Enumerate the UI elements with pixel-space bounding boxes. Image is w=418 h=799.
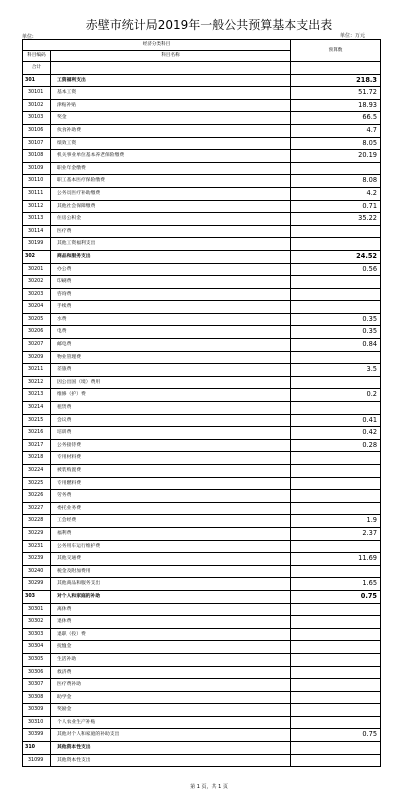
subject-code-cell: 30309 [23,704,51,717]
table-row [23,465,381,478]
category-row [23,74,381,87]
budget-amount-cell: 20.19 [291,150,381,163]
budget-amount-cell [291,402,381,415]
table-row [23,616,381,629]
category-row [23,590,381,603]
budget-amount-cell [291,691,381,704]
subject-name-cell: 其他资本性支出 [51,742,291,755]
total-amount-cell [291,62,381,75]
budget-amount-cell [291,742,381,755]
table-row [23,691,381,704]
subject-code-cell: 30209 [23,351,51,364]
subject-code-cell: 302 [23,250,51,263]
subject-name-cell: 伙食补助费 [51,124,291,137]
table-row [23,376,381,389]
table-row [23,414,381,427]
subject-code-cell: 30201 [23,263,51,276]
unit-label: 单位：万元 [340,33,366,39]
budget-amount-cell [291,351,381,364]
subject-name-cell: 离休费 [51,603,291,616]
table-row [23,364,381,377]
budget-amount-cell: 0.56 [291,263,381,276]
subject-name-cell: 其他资本性支出 [51,754,291,767]
table-row [23,628,381,641]
budget-amount-cell [291,666,381,679]
subject-name-cell: 差旅费 [51,364,291,377]
budget-amount-cell: 35.22 [291,213,381,226]
budget-amount-cell [291,628,381,641]
budget-amount-cell [291,490,381,503]
header-row-1 [23,40,381,51]
subject-name-cell: 其他社会保障缴费 [51,200,291,213]
subject-name-cell: 救济费 [51,666,291,679]
table-row [23,276,381,289]
subject-name-header: 科目名称 [51,51,291,62]
table-row [23,99,381,112]
budget-amount-cell [291,276,381,289]
budget-amount-cell: 0.41 [291,414,381,427]
budget-amount-cell [291,225,381,238]
budget-amount-cell: 1.9 [291,515,381,528]
subject-code-cell: 30203 [23,288,51,301]
subject-code-cell: 30225 [23,477,51,490]
subject-name-cell: 邮电费 [51,339,291,352]
subject-name-cell: 因公出国（境）费用 [51,376,291,389]
subject-code-cell: 30107 [23,137,51,150]
subject-name-cell: 奖金 [51,112,291,125]
budget-amount-cell [291,162,381,175]
budget-amount-cell [291,477,381,490]
table-row [23,704,381,717]
subject-code-cell: 30216 [23,427,51,440]
budget-table [22,39,381,767]
budget-amount-cell: 0.42 [291,427,381,440]
subject-code-header: 科目编码 [23,51,51,62]
subject-code-cell: 30109 [23,162,51,175]
table-row [23,729,381,742]
subject-code-cell: 30302 [23,616,51,629]
table-row [23,339,381,352]
subject-name-cell: 津贴补贴 [51,99,291,112]
subject-code-cell: 30207 [23,339,51,352]
subject-code-cell: 303 [23,590,51,603]
subject-code-cell: 30218 [23,452,51,465]
table-row [23,603,381,616]
table-row [23,477,381,490]
budget-amount-cell: 0.71 [291,200,381,213]
subject-code-cell: 30301 [23,603,51,616]
subject-name-cell: 维修（护）费 [51,389,291,402]
subject-code-cell: 30211 [23,364,51,377]
budget-amount-cell: 218.3 [291,74,381,87]
subject-name-cell: 个人农业生产补贴 [51,716,291,729]
subject-code-cell: 30113 [23,213,51,226]
table-row [23,313,381,326]
table-row [23,87,381,100]
table-row [23,515,381,528]
subject-code-cell: 30239 [23,553,51,566]
budget-amount-cell: 8.05 [291,137,381,150]
total-name-cell [51,62,291,75]
table-row [23,754,381,767]
subject-name-cell: 退职（役）费 [51,628,291,641]
budget-amount-cell [291,301,381,314]
subject-name-cell: 公务接待费 [51,439,291,452]
budget-amount-cell [291,452,381,465]
subject-name-cell: 助学金 [51,691,291,704]
budget-amount-cell [291,238,381,251]
budget-amount-cell [291,502,381,515]
category-row [23,742,381,755]
budget-amount-cell: 8.08 [291,175,381,188]
table-row [23,452,381,465]
table-row [23,402,381,415]
subject-code-cell: 30229 [23,527,51,540]
budget-amount-cell: 0.35 [291,326,381,339]
table-row [23,162,381,175]
subject-code-cell: 30102 [23,99,51,112]
subject-code-cell: 30240 [23,565,51,578]
table-row [23,200,381,213]
subject-name-cell: 手续费 [51,301,291,314]
subject-code-cell: 30212 [23,376,51,389]
table-row [23,150,381,163]
subject-code-cell: 30110 [23,175,51,188]
table-row [23,326,381,339]
budget-amount-header: 预算数 [291,40,381,62]
subject-code-cell: 310 [23,742,51,755]
table-row [23,124,381,137]
table-row [23,187,381,200]
budget-amount-cell: 0.84 [291,339,381,352]
budget-amount-cell: 0.28 [291,439,381,452]
subject-code-cell: 30224 [23,465,51,478]
table-row [23,540,381,553]
subject-name-cell: 其他对个人和家庭的补助支出 [51,729,291,742]
subject-code-cell: 30204 [23,301,51,314]
table-row [23,427,381,440]
table-row [23,653,381,666]
budget-amount-cell: 4.2 [291,187,381,200]
subject-name-cell: 公务用车运行维护费 [51,540,291,553]
table-row [23,175,381,188]
subject-name-cell: 被装购置费 [51,465,291,478]
table-row [23,527,381,540]
table-row [23,641,381,654]
category-row [23,250,381,263]
table-row [23,263,381,276]
subject-code-cell: 30306 [23,666,51,679]
table-row [23,666,381,679]
budget-amount-cell [291,376,381,389]
budget-amount-cell [291,754,381,767]
subject-name-cell: 其他工资福利支出 [51,238,291,251]
budget-amount-cell: 4.7 [291,124,381,137]
budget-amount-cell [291,565,381,578]
total-label: 合计 [23,62,51,75]
subject-name-cell: 专用燃料费 [51,477,291,490]
table-row [23,112,381,125]
subject-name-cell: 委托业务费 [51,502,291,515]
subject-name-cell: 会议费 [51,414,291,427]
subject-name-cell: 其他交通费 [51,553,291,566]
subject-code-cell: 30199 [23,238,51,251]
budget-amount-cell [291,288,381,301]
table-row [23,301,381,314]
subject-name-cell: 物业管理费 [51,351,291,364]
budget-amount-cell: 1.65 [291,578,381,591]
subject-code-cell: 30101 [23,87,51,100]
subject-name-cell: 住房公积金 [51,213,291,226]
budget-amount-cell: 18.93 [291,99,381,112]
subject-code-cell: 30206 [23,326,51,339]
subject-name-cell: 基本工资 [51,87,291,100]
subject-code-cell: 30307 [23,679,51,692]
table-row [23,716,381,729]
subject-name-cell: 印刷费 [51,276,291,289]
subject-name-cell: 咨询费 [51,288,291,301]
table-row [23,213,381,226]
table-row [23,502,381,515]
budget-amount-cell: 2.37 [291,527,381,540]
subject-code-cell: 30310 [23,716,51,729]
subject-name-cell: 公务员医疗补助缴费 [51,187,291,200]
subject-name-cell: 税金及附加费用 [51,565,291,578]
subject-code-cell: 30114 [23,225,51,238]
subject-code-cell: 30112 [23,200,51,213]
subject-code-cell: 30217 [23,439,51,452]
budget-amount-cell [291,540,381,553]
subject-name-cell: 奖励金 [51,704,291,717]
budget-amount-cell [291,641,381,654]
subject-code-cell: 30226 [23,490,51,503]
budget-amount-cell [291,603,381,616]
subject-name-cell: 医疗费 [51,225,291,238]
subject-code-cell: 301 [23,74,51,87]
subject-code-cell: 30231 [23,540,51,553]
subject-code-cell: 30299 [23,578,51,591]
table-row [23,225,381,238]
table-row [23,351,381,364]
subject-name-cell: 绩效工资 [51,137,291,150]
subject-code-cell: 30215 [23,414,51,427]
subject-name-cell: 办公费 [51,263,291,276]
unit-label-left: 单位: [22,34,34,40]
subject-code-cell: 30205 [23,313,51,326]
subject-code-cell: 30305 [23,653,51,666]
subject-name-cell: 商品和服务支出 [51,250,291,263]
subject-code-cell: 30304 [23,641,51,654]
subject-code-cell: 30106 [23,124,51,137]
table-row [23,137,381,150]
table-row [23,238,381,251]
subject-code-cell: 30227 [23,502,51,515]
table-row [23,553,381,566]
subject-name-cell: 职工基本医疗保险缴费 [51,175,291,188]
budget-amount-cell: 0.2 [291,389,381,402]
subject-code-cell: 30399 [23,729,51,742]
budget-amount-cell: 51.72 [291,87,381,100]
subject-code-cell: 31099 [23,754,51,767]
subject-name-cell: 其他商品和服务支出 [51,578,291,591]
subject-name-cell: 生活补助 [51,653,291,666]
table-row [23,389,381,402]
subject-code-cell: 30108 [23,150,51,163]
budget-amount-cell [291,465,381,478]
subject-code-cell: 30228 [23,515,51,528]
subject-name-cell: 工会经费 [51,515,291,528]
subject-code-cell: 30103 [23,112,51,125]
budget-amount-cell: 11.69 [291,553,381,566]
subject-code-cell: 30308 [23,691,51,704]
subject-name-cell: 福利费 [51,527,291,540]
table-row [23,565,381,578]
subject-name-cell: 电费 [51,326,291,339]
economic-class-header: 经济分类科目 [23,40,291,51]
subject-name-cell: 水费 [51,313,291,326]
budget-amount-cell: 24.52 [291,250,381,263]
subject-name-cell: 租赁费 [51,402,291,415]
budget-amount-cell: 0.75 [291,590,381,603]
budget-amount-cell [291,616,381,629]
budget-amount-cell: 3.5 [291,364,381,377]
budget-amount-cell: 0.75 [291,729,381,742]
budget-amount-cell: 66.5 [291,112,381,125]
subject-name-cell: 工资福利支出 [51,74,291,87]
subject-name-cell: 培训费 [51,427,291,440]
subject-code-cell: 30202 [23,276,51,289]
page-title: 赤壁市统计局2019年一般公共预算基本支出表 [85,18,333,32]
table-row [23,288,381,301]
subject-name-cell: 抚恤金 [51,641,291,654]
table-row [23,490,381,503]
total-row [23,62,381,75]
budget-amount-cell: 0.35 [291,313,381,326]
subject-name-cell: 退休费 [51,616,291,629]
budget-amount-cell [291,716,381,729]
page-footer: 第 1 页，共 1 页 [190,784,228,790]
budget-amount-cell [291,704,381,717]
subject-name-cell: 对个人和家庭的补助 [51,590,291,603]
subject-code-cell: 30111 [23,187,51,200]
table-row [23,679,381,692]
subject-name-cell: 职业年金缴费 [51,162,291,175]
budget-amount-cell [291,653,381,666]
subject-code-cell: 30214 [23,402,51,415]
subject-name-cell: 机关事业单位基本养老保险缴费 [51,150,291,163]
budget-amount-cell [291,679,381,692]
table-row [23,439,381,452]
subject-code-cell: 30303 [23,628,51,641]
subject-name-cell: 专用材料费 [51,452,291,465]
subject-code-cell: 30213 [23,389,51,402]
subject-name-cell: 医疗费补助 [51,679,291,692]
table-row [23,578,381,591]
subject-name-cell: 劳务费 [51,490,291,503]
